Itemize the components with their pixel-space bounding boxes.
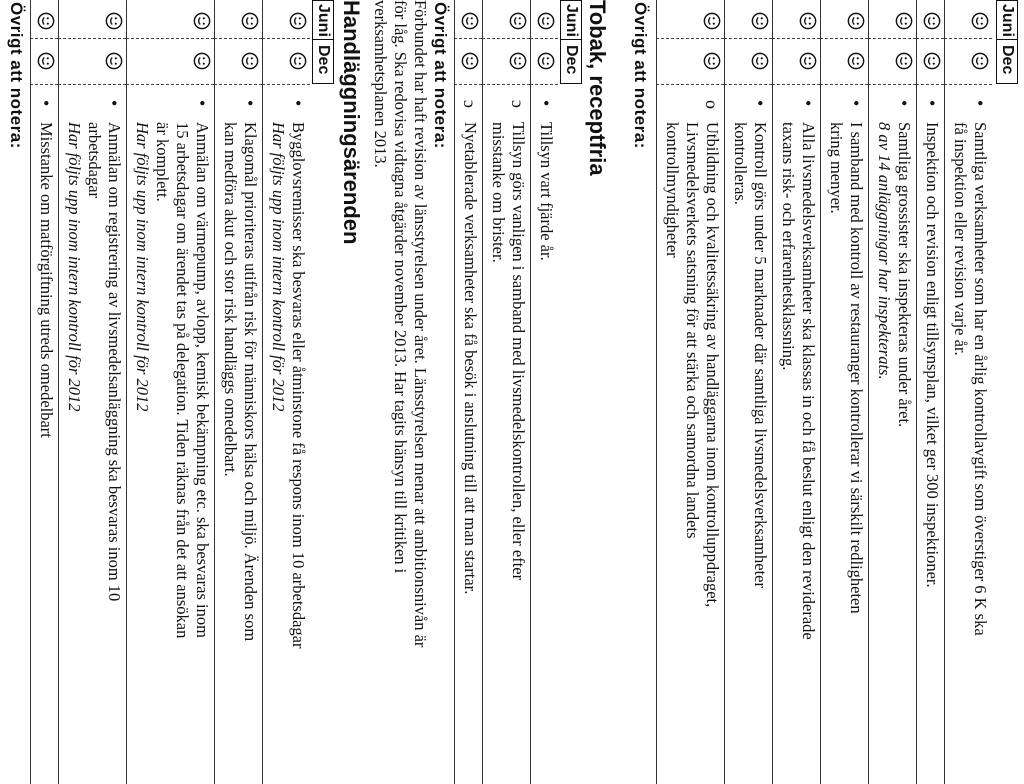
smiley-face-icon [37, 12, 55, 30]
bullet-dot-icon: • [750, 100, 770, 107]
column-divider [58, 84, 126, 85]
item-text [662, 122, 722, 772]
item-text [950, 122, 990, 772]
column-divider [868, 84, 916, 85]
list-item [820, 0, 868, 784]
smiley-face-icon [923, 52, 941, 70]
smiley-face-icon [923, 12, 941, 30]
column-juni-label: Juni [999, 4, 1016, 37]
column-dec-label: Dec [999, 45, 1016, 75]
item-text-line: Nyetablerade verksamheter ska få besök i anslutning till att man startar. [461, 122, 480, 595]
item-text [64, 122, 124, 772]
column-divider [30, 84, 58, 85]
column-divider [482, 84, 530, 85]
item-text-line: är komplett. [153, 122, 172, 202]
item-text-line: Tillsyn görs vanligen i samband med livsmedelskontrollen, eller efter [509, 122, 528, 581]
tobak-section-title: Tobak, receptfria [585, 0, 610, 176]
bullet-dot-icon: • [922, 100, 942, 107]
column-juni-label: Juni [315, 4, 332, 37]
item-text-line: kring menyer. [827, 122, 846, 214]
smiley-face-icon [971, 12, 989, 30]
item-text-line: Anmälan om värmepump, avlopp, kemisk bekämpning etc. ska besvaras inom [193, 122, 212, 638]
item-text-line: misstanke om brister. [489, 122, 508, 263]
item-text-line: Bygglovsremisser ska besvaras eller åtminstone få respons inom 10 arbetsdagar [289, 122, 308, 649]
bullet-dot-icon: o [702, 100, 722, 109]
item-text-line: Samtliga verksamheter som har en årlig kontrollavgift som överstiger 6 K ska [971, 122, 990, 636]
row-divider [656, 0, 657, 784]
item-text-line: Samtliga grossister ska inspekteras under året. [895, 122, 914, 428]
smiley-face-icon [703, 12, 721, 30]
smiley-face-icon [461, 52, 479, 70]
handlaggning-notes-label: Övrigt att notera: [7, 2, 26, 149]
list-item [772, 0, 820, 784]
column-header [560, 0, 582, 84]
item-text-line: 8 av 14 anläggningar har inspekterats. [875, 122, 894, 380]
item-text-line: Utbildning och kvalitetssäkring av handläggarna inom kontrolluppdraget, [703, 122, 722, 608]
item-text-line: Livsmedelsverkets satsning för att stärka och samordna landets [683, 122, 702, 539]
column-divider [944, 38, 992, 39]
row-divider [820, 0, 821, 784]
list-item [656, 0, 724, 784]
list-item [214, 0, 262, 784]
bullet-dot-icon: • [192, 100, 212, 107]
column-juni-label: Juni [563, 4, 580, 37]
column-divider [724, 84, 772, 85]
smiley-face-icon [751, 12, 769, 30]
smiley-face-icon [847, 12, 865, 30]
row-divider [772, 0, 773, 784]
item-text [268, 122, 308, 772]
column-divider [772, 84, 820, 85]
item-text-line: arbetsdagar [85, 122, 104, 199]
smiley-face-icon [537, 52, 555, 70]
handlaggning-section-title: Handläggningsärenden [339, 0, 364, 245]
smiley-face-icon [105, 52, 123, 70]
column-divider [30, 38, 58, 39]
smiley-face-icon [105, 12, 123, 30]
smiley-face-icon [895, 52, 913, 70]
column-divider [126, 38, 214, 39]
item-text [778, 122, 818, 772]
bullet-dot-icon: • [36, 100, 56, 107]
item-text [874, 122, 914, 772]
list-item [916, 0, 944, 784]
item-text [36, 122, 56, 772]
item-text-line: I samband med kontroll av restauranger kontrollerar vi särskilt redligheten [847, 122, 866, 614]
tobak-notes-label: Övrigt att notera: [431, 2, 450, 149]
item-text [922, 122, 942, 772]
item-text-line: Anmälan om registrering av livsmedelsanläggning ska besvaras inom 10 [105, 122, 124, 602]
row-divider [724, 0, 725, 784]
column-divider [262, 84, 310, 85]
column-divider [58, 38, 126, 39]
smiley-face-icon [509, 12, 527, 30]
item-text [488, 122, 528, 772]
smiley-face-icon [289, 12, 307, 30]
smiley-face-icon [971, 52, 989, 70]
item-text-line: Har följts upp inom intern kontroll för 2012 [133, 122, 152, 412]
column-dec-label: Dec [563, 45, 580, 75]
row-divider [214, 0, 215, 784]
column-divider [916, 38, 944, 39]
item-text [536, 122, 556, 772]
item-text-line: Inspektion och revision enligt tillsynsplan, vilket ger 300 inspektioner. [923, 122, 942, 588]
column-divider [214, 38, 262, 39]
smiley-face-icon [537, 12, 555, 30]
column-divider [482, 38, 530, 39]
column-divider [944, 84, 992, 85]
smiley-face-icon [37, 52, 55, 70]
list-item [482, 0, 530, 784]
bullet-dot-icon: • [970, 100, 990, 107]
item-text-line: Har följts upp inom intern kontroll för 2012 [65, 122, 84, 412]
smiley-face-icon [461, 12, 479, 30]
column-divider [724, 38, 772, 39]
bullet-dot-icon: • [536, 100, 556, 107]
item-text-line: Alla livsmedelsverksamheter ska klassas in och få beslut enligt den reviderade [799, 122, 818, 640]
smiley-face-icon [703, 52, 721, 70]
item-text [730, 122, 770, 772]
column-separator [313, 39, 333, 40]
row-divider [126, 0, 127, 784]
smiley-face-icon [241, 12, 259, 30]
column-divider [656, 84, 724, 85]
column-divider [656, 38, 724, 39]
item-text [826, 122, 866, 772]
item-text-line: 15 arbetsdagar om ärendet tas på delegation. Tiden räknas från det att ansökan [173, 122, 192, 639]
row-divider [530, 0, 531, 784]
smiley-face-icon [193, 12, 211, 30]
list-item [454, 0, 482, 784]
smiley-face-icon [509, 52, 527, 70]
list-item [530, 0, 558, 784]
row-divider [58, 0, 59, 784]
list-item [868, 0, 916, 784]
row-divider [868, 0, 869, 784]
smiley-face-icon [289, 52, 307, 70]
bullet-dot-icon: • [894, 100, 914, 107]
list-item [262, 0, 310, 784]
item-text-line: Klagomål prioriteras utifrån risk för människors hälsa och miljö. Ärenden som [241, 122, 260, 642]
tobak-notes-line: Förbundet har haft revision av länsstyrelsen under året. Länsstyrelsen menar att ambitionsnivån är [411, 0, 430, 648]
item-text [460, 122, 480, 772]
tobak-notes-text [370, 0, 430, 780]
bullet-dot-icon: • [846, 100, 866, 107]
list-item [944, 0, 992, 784]
bullet-dot-icon: • [288, 100, 308, 107]
item-text-line: Har följts upp inom intern kontroll för 2012 [269, 122, 288, 412]
list-item [58, 0, 126, 784]
list-item [724, 0, 772, 784]
smiley-face-icon [799, 12, 817, 30]
smiley-face-icon [751, 52, 769, 70]
column-divider [868, 38, 916, 39]
row-divider [30, 0, 31, 784]
list-item [30, 0, 58, 784]
column-divider [916, 84, 944, 85]
column-divider [820, 38, 868, 39]
smiley-face-icon [847, 52, 865, 70]
list-item [126, 0, 214, 784]
tobak-notes-line: för låg. Ska redovisa vidtagna åtgärder november 2013. Har tagits hänsyn till kritiken i [391, 0, 410, 574]
item-text-line: kontrolleras. [731, 122, 750, 205]
smiley-face-icon [193, 52, 211, 70]
column-divider [454, 84, 482, 85]
column-header [996, 0, 1018, 84]
item-text-line: Tillsyn vart fjärde år. [537, 122, 556, 261]
row-divider [262, 0, 263, 784]
bullet-dot-icon: • [240, 100, 260, 107]
tobak-notes-line: verksamhetsplanen 2013. [371, 0, 390, 168]
item-text-line: taxans risk- och erfarenhetsklassning. [779, 122, 798, 371]
column-divider [530, 84, 558, 85]
item-text-line: få inspektion eller revision varje år. [951, 122, 970, 356]
column-divider [262, 38, 310, 39]
item-text-line: Misstanke om matförgiftning utreds omedelbart [37, 122, 56, 438]
column-separator [561, 39, 581, 40]
bullet-dot-icon: • [798, 100, 818, 107]
bullet-dot-icon: ɔ [508, 100, 528, 108]
row-divider [482, 0, 483, 784]
column-divider [214, 84, 262, 85]
bullet-dot-icon: • [104, 100, 124, 107]
item-text [132, 122, 212, 772]
item-text-line: kan medföra akut och stor risk handläggs omedelbart. [221, 122, 240, 477]
food-notes-label: Övrigt att notera: [631, 2, 650, 149]
column-header [312, 0, 334, 84]
column-divider [126, 84, 214, 85]
column-dec-label: Dec [315, 45, 332, 75]
row-divider [944, 0, 945, 784]
column-divider [530, 38, 558, 39]
column-divider [772, 38, 820, 39]
row-divider [454, 0, 455, 784]
bullet-dot-icon: ɔ [460, 100, 480, 108]
item-text-line: Kontroll görs under 5 marknader där samtliga livsmedelsverksamheter [751, 122, 770, 588]
smiley-face-icon [241, 52, 259, 70]
column-separator [997, 39, 1017, 40]
column-divider [820, 84, 868, 85]
smiley-face-icon [895, 12, 913, 30]
item-text [220, 122, 260, 772]
row-divider [916, 0, 917, 784]
smiley-face-icon [799, 52, 817, 70]
column-divider [454, 38, 482, 39]
item-text-line: kontrollmyndigheter [663, 122, 682, 258]
